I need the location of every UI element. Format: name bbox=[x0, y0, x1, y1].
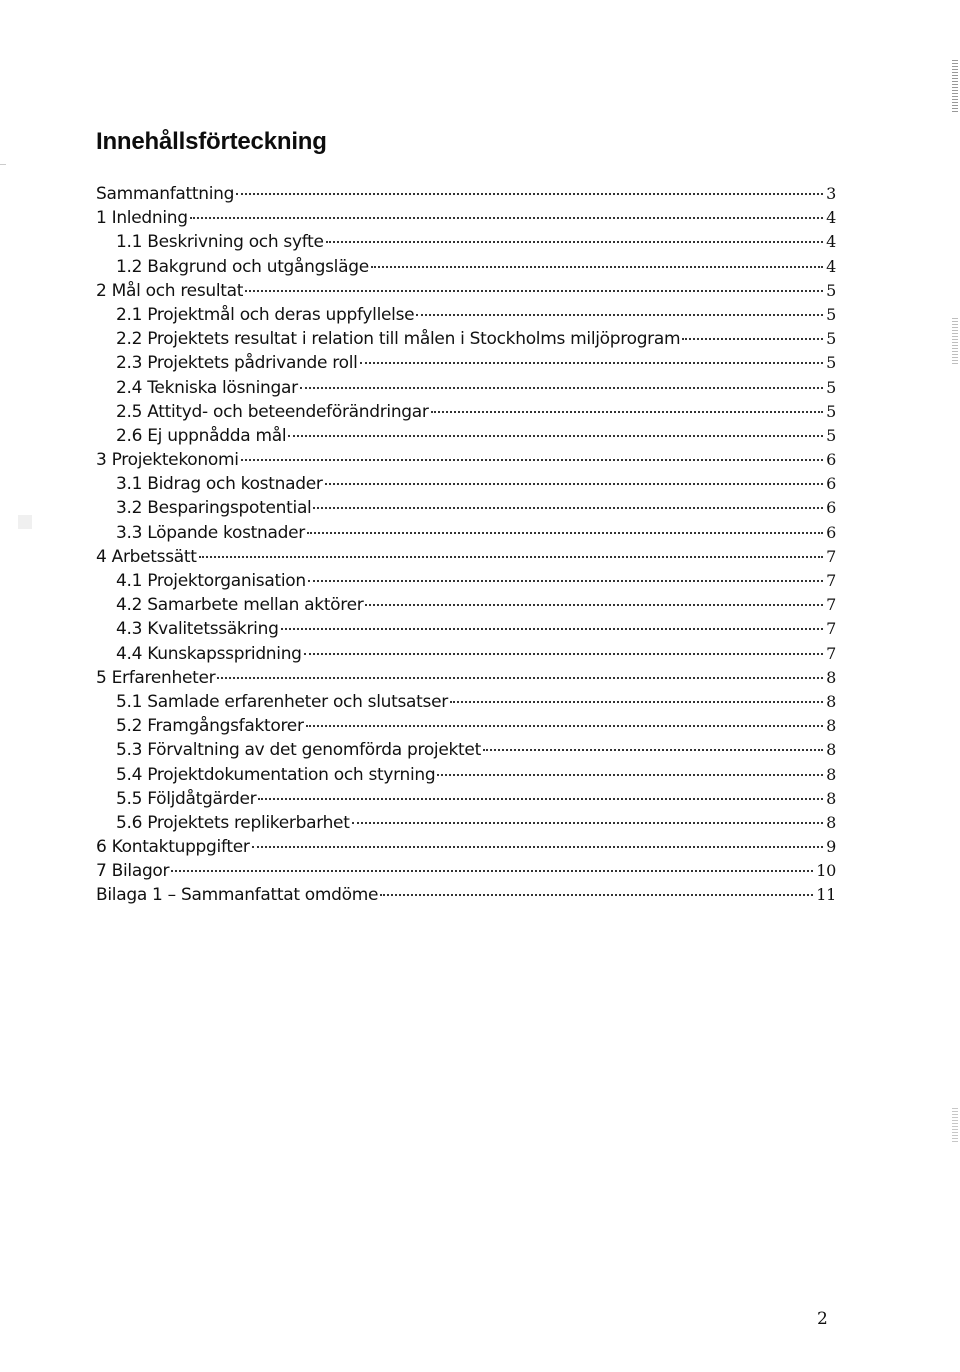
dot-leader bbox=[682, 338, 823, 340]
toc-entry bbox=[96, 329, 836, 353]
toc-entry-label: 2.3 Projektets pådrivande roll bbox=[116, 353, 358, 374]
toc-entry-page: 6 bbox=[826, 474, 836, 494]
toc-entry bbox=[96, 450, 836, 474]
toc-entry-label: 4 Arbetssätt bbox=[96, 546, 197, 567]
toc-entry-label: 2.4 Tekniska lösningar bbox=[116, 377, 298, 398]
dot-leader bbox=[365, 604, 823, 606]
dot-leader bbox=[431, 411, 823, 413]
toc-entry-page: 5 bbox=[826, 329, 836, 349]
toc-entry-label: 3.2 Besparingspotential bbox=[116, 498, 312, 519]
dot-leader bbox=[352, 822, 823, 824]
toc-entry bbox=[96, 813, 836, 837]
toc-entry-page: 7 bbox=[826, 571, 836, 590]
scan-artifact bbox=[952, 1108, 958, 1142]
toc-entry-label: 1.2 Bakgrund och utgångsläge bbox=[116, 256, 369, 277]
toc-entry-label: 2.5 Attityd- och beteendeförändringar bbox=[116, 401, 429, 422]
toc-entry-label: Bilaga 1 – Sammanfattat omdöme bbox=[96, 885, 379, 906]
page-title: Innehållsförteckning bbox=[96, 128, 327, 155]
dot-leader bbox=[313, 507, 823, 509]
toc-entry bbox=[96, 257, 836, 281]
toc-entry-page: 6 bbox=[826, 450, 836, 470]
toc-entry-page: 4 bbox=[826, 256, 836, 276]
toc-entry-label: 4.2 Samarbete mellan aktörer bbox=[116, 595, 364, 616]
dot-leader bbox=[236, 193, 823, 195]
toc-entry-label: 4.4 Kunskapsspridning bbox=[116, 643, 302, 664]
dot-leader bbox=[300, 387, 823, 389]
toc-entry bbox=[96, 644, 836, 668]
toc-entry-page: 5 bbox=[826, 425, 836, 445]
dot-leader bbox=[308, 580, 823, 582]
toc-entry-page: 6 bbox=[826, 522, 836, 542]
toc-entry bbox=[96, 378, 836, 402]
toc-entry bbox=[96, 426, 836, 450]
toc-entry-label: 2.2 Projektets resultat i relation till målen i Stockholms miljöprogram bbox=[116, 329, 681, 350]
toc-entry-page: 7 bbox=[826, 643, 836, 663]
toc-entry bbox=[96, 184, 836, 208]
dot-leader bbox=[190, 217, 823, 219]
dot-leader bbox=[437, 774, 823, 776]
toc-entry-label: Sammanfattning bbox=[96, 184, 235, 204]
toc-entry-page: 8 bbox=[826, 788, 836, 808]
toc-entry-label: 4.1 Projektorganisation bbox=[116, 571, 306, 591]
dot-leader bbox=[450, 701, 823, 703]
toc-entry-label: 6 Kontaktuppgifter bbox=[96, 837, 250, 858]
toc-entry-page: 8 bbox=[826, 691, 836, 711]
toc-entry bbox=[96, 716, 836, 740]
toc-entry bbox=[96, 474, 836, 498]
toc-entry-label: 5 Erfarenheter bbox=[96, 667, 216, 688]
toc-entry bbox=[96, 861, 836, 885]
toc-entry bbox=[96, 232, 836, 256]
toc-entry-label: 5.5 Följdåtgärder bbox=[116, 788, 257, 809]
toc-entry-page: 4 bbox=[826, 232, 836, 252]
dot-leader bbox=[281, 628, 823, 630]
toc-entry-label: 2 Mål och resultat bbox=[96, 280, 244, 301]
toc-entry bbox=[96, 498, 836, 522]
toc-entry-page: 11 bbox=[816, 885, 836, 905]
dot-leader bbox=[288, 435, 823, 437]
toc-entry-page: 7 bbox=[826, 546, 836, 566]
toc-entry-label: 1.1 Beskrivning och syfte bbox=[116, 232, 324, 253]
toc-entry bbox=[96, 305, 836, 329]
toc-entry bbox=[96, 619, 836, 643]
toc-entry bbox=[96, 837, 836, 861]
toc-entry bbox=[96, 547, 836, 571]
toc-entry bbox=[96, 885, 836, 909]
dot-leader bbox=[245, 290, 823, 292]
dot-leader bbox=[371, 266, 823, 268]
scan-artifact bbox=[952, 60, 958, 112]
toc-entry-page: 8 bbox=[826, 667, 836, 687]
toc-entry-label: 5.4 Projektdokumentation och styrning bbox=[116, 764, 436, 785]
dot-leader bbox=[171, 870, 813, 872]
toc-entry-page: 7 bbox=[826, 619, 836, 639]
toc-entry-page: 5 bbox=[826, 377, 836, 397]
dot-leader bbox=[326, 241, 823, 243]
dot-leader bbox=[380, 894, 813, 896]
page-number: 2 bbox=[817, 1309, 828, 1329]
toc-entry bbox=[96, 281, 836, 305]
toc-entry-label: 3.3 Löpande kostnader bbox=[116, 522, 305, 543]
toc-entry-label: 5.1 Samlade erfarenheter och slutsatser bbox=[116, 691, 448, 712]
dot-leader bbox=[325, 483, 823, 485]
toc-entry-page: 5 bbox=[826, 353, 836, 373]
toc-entry-label: 4.3 Kvalitetssäkring bbox=[116, 619, 279, 640]
toc-entry-page: 3 bbox=[826, 184, 836, 203]
toc-entry-page: 8 bbox=[826, 716, 836, 736]
dot-leader bbox=[360, 362, 823, 364]
toc-entry-label: 7 Bilagor bbox=[96, 861, 170, 882]
toc-entry-page: 8 bbox=[826, 740, 836, 760]
dot-leader bbox=[306, 725, 823, 727]
toc-entry bbox=[96, 740, 836, 764]
dot-leader bbox=[258, 798, 823, 800]
dot-leader bbox=[199, 556, 823, 558]
table-of-contents bbox=[96, 184, 836, 910]
dot-leader bbox=[304, 653, 823, 655]
toc-entry-label: 2.6 Ej uppnådda mål bbox=[116, 425, 287, 446]
toc-entry-page: 5 bbox=[826, 280, 836, 300]
toc-entry-label: 5.2 Framgångsfaktorer bbox=[116, 716, 304, 737]
scan-artifact bbox=[952, 318, 958, 366]
scan-artifact bbox=[0, 164, 6, 165]
toc-entry-page: 8 bbox=[826, 764, 836, 784]
toc-entry-label: 2.1 Projektmål och deras uppfyllelse bbox=[116, 304, 415, 325]
toc-entry-page: 10 bbox=[816, 861, 836, 881]
dot-leader bbox=[483, 749, 823, 751]
dot-leader bbox=[252, 846, 823, 848]
toc-entry-label: 5.3 Förvaltning av det genomförda projektet bbox=[116, 740, 481, 761]
toc-entry bbox=[96, 789, 836, 813]
toc-entry bbox=[96, 353, 836, 377]
toc-entry bbox=[96, 571, 836, 595]
toc-entry-label: 3 Projektekonomi bbox=[96, 450, 239, 471]
toc-entry bbox=[96, 765, 836, 789]
toc-entry bbox=[96, 208, 836, 232]
toc-entry-page: 4 bbox=[826, 208, 836, 228]
toc-entry bbox=[96, 523, 836, 547]
toc-entry-label: 3.1 Bidrag och kostnader bbox=[116, 474, 323, 495]
toc-entry-page: 9 bbox=[826, 837, 836, 857]
toc-entry-label: 1 Inledning bbox=[96, 208, 188, 229]
dot-leader bbox=[416, 314, 823, 316]
toc-entry bbox=[96, 692, 836, 716]
toc-entry-page: 5 bbox=[826, 304, 836, 324]
toc-entry-page: 8 bbox=[826, 812, 836, 832]
toc-entry-page: 6 bbox=[826, 498, 836, 518]
dot-leader bbox=[217, 677, 823, 679]
scan-artifact bbox=[18, 515, 32, 529]
toc-entry-page: 5 bbox=[826, 401, 836, 421]
toc-entry bbox=[96, 402, 836, 426]
toc-entry bbox=[96, 595, 836, 619]
dot-leader bbox=[307, 532, 823, 534]
toc-entry-page: 7 bbox=[826, 595, 836, 615]
dot-leader bbox=[241, 459, 823, 461]
toc-entry bbox=[96, 668, 836, 692]
toc-entry-label: 5.6 Projektets replikerbarhet bbox=[116, 812, 350, 833]
